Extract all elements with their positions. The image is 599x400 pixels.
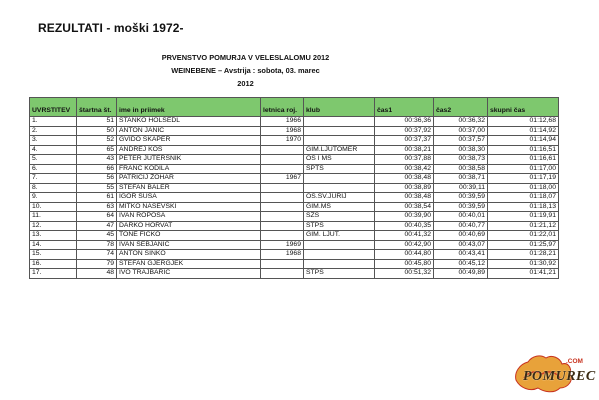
row-run2: 00:37,57 xyxy=(434,136,488,146)
row-place: 1. xyxy=(30,117,77,127)
row-start-number: 48 xyxy=(77,269,117,279)
row-club: GIM. LJUT. xyxy=(304,231,375,241)
row-run2: 00:45,12 xyxy=(434,259,488,269)
row-name: IVAN ROPOŠA xyxy=(117,212,261,222)
row-place: 9. xyxy=(30,193,77,203)
row-birth-year xyxy=(261,155,304,165)
row-run2: 00:39,59 xyxy=(434,193,488,203)
row-total: 01:28,21 xyxy=(488,250,559,260)
table-row xyxy=(30,221,559,231)
row-name: ŠTEFAN GJERGJEK xyxy=(117,259,261,269)
row-birth-year: 1969 xyxy=(261,240,304,250)
row-club xyxy=(304,259,375,269)
table-row xyxy=(30,259,559,269)
row-club: SPTŠ xyxy=(304,164,375,174)
table-row xyxy=(30,145,559,155)
row-start-number: 64 xyxy=(77,212,117,222)
row-place: 14. xyxy=(30,240,77,250)
row-club xyxy=(304,250,375,260)
table-row xyxy=(30,231,559,241)
table-row xyxy=(30,183,559,193)
row-total: 01:16,51 xyxy=(488,145,559,155)
table-row xyxy=(30,136,559,146)
row-club xyxy=(304,174,375,184)
row-name: ŠTEFAN BALER xyxy=(117,183,261,193)
row-run2: 00:38,73 xyxy=(434,155,488,165)
table-row xyxy=(30,117,559,127)
row-name: MITKO NASEVSKI xyxy=(117,202,261,212)
row-total: 01:19,91 xyxy=(488,212,559,222)
row-birth-year xyxy=(261,145,304,155)
row-run2: 00:40,69 xyxy=(434,231,488,241)
col-header-club: klub xyxy=(304,98,375,117)
row-club: GIM.LJUTOMER xyxy=(304,145,375,155)
event-location-date: WEINEBENE – Avstrija : sobota, 03. marec xyxy=(171,66,320,75)
row-run2: 00:38,30 xyxy=(434,145,488,155)
row-birth-year: 1968 xyxy=(261,126,304,136)
row-total: 01:14,94 xyxy=(488,136,559,146)
row-run2: 00:43,41 xyxy=(434,250,488,260)
row-birth-year xyxy=(261,193,304,203)
row-birth-year xyxy=(261,231,304,241)
row-birth-year: 1967 xyxy=(261,174,304,184)
row-name: TONE FICKO xyxy=(117,231,261,241)
table-row xyxy=(30,155,559,165)
row-place: 6. xyxy=(30,164,77,174)
row-start-number: 61 xyxy=(77,193,117,203)
results-table xyxy=(29,97,559,279)
page-title: REZULTATI - moški 1972- xyxy=(38,21,184,35)
row-birth-year: 1970 xyxy=(261,136,304,146)
row-total: 01:16,61 xyxy=(488,155,559,165)
row-place: 11. xyxy=(30,212,77,222)
row-club: OŠ I MS xyxy=(304,155,375,165)
row-name: PETER JUTERŠNIK xyxy=(117,155,261,165)
row-total: 01:18,07 xyxy=(488,193,559,203)
row-run1: 00:38,21 xyxy=(375,145,434,155)
row-club: OŠ.SV.JURIJ xyxy=(304,193,375,203)
row-run1: 00:41,32 xyxy=(375,231,434,241)
row-total: 01:18,00 xyxy=(488,183,559,193)
table-row xyxy=(30,269,559,279)
col-header-birth-year: letnica roj. xyxy=(261,98,304,117)
row-total: 01:18,13 xyxy=(488,202,559,212)
row-place: 3. xyxy=(30,136,77,146)
row-run1: 00:45,80 xyxy=(375,259,434,269)
logo-suffix: .COM xyxy=(566,358,583,365)
row-birth-year xyxy=(261,259,304,269)
row-run1: 00:38,48 xyxy=(375,174,434,184)
col-header-run2: čas2 xyxy=(434,98,488,117)
col-header-place: UVRSTITEV xyxy=(30,98,77,117)
event-year: 2012 xyxy=(237,79,254,88)
row-start-number: 45 xyxy=(77,231,117,241)
row-total: 01:14,92 xyxy=(488,126,559,136)
row-club: SZŠ xyxy=(304,212,375,222)
table-row xyxy=(30,212,559,222)
row-total: 01:22,01 xyxy=(488,231,559,241)
row-club xyxy=(304,136,375,146)
table-header-row xyxy=(30,98,559,117)
row-start-number: 78 xyxy=(77,240,117,250)
row-name: IVAN ŠEBJANIČ xyxy=(117,240,261,250)
row-club: STPŠ xyxy=(304,269,375,279)
row-name: PATRICIJ ŽOHAR xyxy=(117,174,261,184)
row-name: IVO TRAJBARIČ xyxy=(117,269,261,279)
row-total: 01:21,12 xyxy=(488,221,559,231)
row-place: 4. xyxy=(30,145,77,155)
row-run1: 00:37,88 xyxy=(375,155,434,165)
row-club xyxy=(304,117,375,127)
row-start-number: 51 xyxy=(77,117,117,127)
table-row xyxy=(30,126,559,136)
row-place: 10. xyxy=(30,202,77,212)
row-birth-year xyxy=(261,164,304,174)
table-row xyxy=(30,193,559,203)
row-club xyxy=(304,240,375,250)
row-birth-year xyxy=(261,202,304,212)
row-run1: 00:39,90 xyxy=(375,212,434,222)
row-run1: 00:40,35 xyxy=(375,221,434,231)
row-run2: 00:49,89 xyxy=(434,269,488,279)
row-run1: 00:38,89 xyxy=(375,183,434,193)
table-row xyxy=(30,240,559,250)
event-title: PRVENSTVO POMURJA V VELESLALOMU 2012 xyxy=(161,53,330,62)
row-place: 2. xyxy=(30,126,77,136)
row-place: 8. xyxy=(30,183,77,193)
row-start-number: 63 xyxy=(77,202,117,212)
row-run1: 00:37,92 xyxy=(375,126,434,136)
col-header-run1: čas1 xyxy=(375,98,434,117)
row-start-number: 50 xyxy=(77,126,117,136)
col-header-start-number: štartna št. xyxy=(77,98,117,117)
row-birth-year xyxy=(261,212,304,222)
row-total: 01:25,97 xyxy=(488,240,559,250)
row-run1: 00:44,80 xyxy=(375,250,434,260)
row-run1: 00:37,37 xyxy=(375,136,434,146)
row-start-number: 43 xyxy=(77,155,117,165)
logo-text: POMUREC xyxy=(523,369,596,384)
row-run2: 00:43,07 xyxy=(434,240,488,250)
row-place: 13. xyxy=(30,231,77,241)
row-club: GIM.MS xyxy=(304,202,375,212)
row-total: 01:17,19 xyxy=(488,174,559,184)
row-name: ANDREJ KOS xyxy=(117,145,261,155)
row-start-number: 79 xyxy=(77,259,117,269)
row-birth-year: 1966 xyxy=(261,117,304,127)
row-place: 15. xyxy=(30,250,77,260)
row-total: 01:41,21 xyxy=(488,269,559,279)
row-start-number: 47 xyxy=(77,221,117,231)
row-run2: 00:38,71 xyxy=(434,174,488,184)
row-run2: 00:40,77 xyxy=(434,221,488,231)
row-place: 12. xyxy=(30,221,77,231)
row-total: 01:17,00 xyxy=(488,164,559,174)
row-run2: 00:39,59 xyxy=(434,202,488,212)
row-birth-year: 1968 xyxy=(261,250,304,260)
row-start-number: 55 xyxy=(77,183,117,193)
row-run2: 00:39,11 xyxy=(434,183,488,193)
row-club xyxy=(304,183,375,193)
row-start-number: 74 xyxy=(77,250,117,260)
table-row xyxy=(30,250,559,260)
row-name: ANTON JANIĆ xyxy=(117,126,261,136)
row-name: IGOR ŠUŠA xyxy=(117,193,261,203)
row-run1: 00:42,90 xyxy=(375,240,434,250)
row-place: 5. xyxy=(30,155,77,165)
row-start-number: 52 xyxy=(77,136,117,146)
row-name: ANTON ŠINKO xyxy=(117,250,261,260)
row-birth-year xyxy=(261,269,304,279)
row-place: 7. xyxy=(30,174,77,184)
row-birth-year xyxy=(261,221,304,231)
row-run2: 00:37,00 xyxy=(434,126,488,136)
row-run2: 00:40,01 xyxy=(434,212,488,222)
row-name: STANKO HOLSEDL xyxy=(117,117,261,127)
table-row xyxy=(30,202,559,212)
row-total: 01:30,92 xyxy=(488,259,559,269)
table-row xyxy=(30,164,559,174)
row-run1: 00:36,36 xyxy=(375,117,434,127)
row-place: 16. xyxy=(30,259,77,269)
row-run1: 00:38,54 xyxy=(375,202,434,212)
row-club: STPŠ xyxy=(304,221,375,231)
row-run2: 00:38,58 xyxy=(434,164,488,174)
row-run1: 00:51,32 xyxy=(375,269,434,279)
col-header-total: skupni čas xyxy=(488,98,559,117)
row-start-number: 56 xyxy=(77,174,117,184)
row-place: 17. xyxy=(30,269,77,279)
row-total: 01:12,68 xyxy=(488,117,559,127)
row-name: GVIDO ŠKAPER xyxy=(117,136,261,146)
col-header-name: ime in priimek xyxy=(117,98,261,117)
table-row xyxy=(30,174,559,184)
row-start-number: 66 xyxy=(77,164,117,174)
row-run1: 00:38,48 xyxy=(375,193,434,203)
row-name: DARKO HORVAT xyxy=(117,221,261,231)
row-birth-year xyxy=(261,183,304,193)
row-name: FRANC KODILA xyxy=(117,164,261,174)
row-run1: 00:38,42 xyxy=(375,164,434,174)
row-run2: 00:36,32 xyxy=(434,117,488,127)
row-start-number: 65 xyxy=(77,145,117,155)
row-club xyxy=(304,126,375,136)
